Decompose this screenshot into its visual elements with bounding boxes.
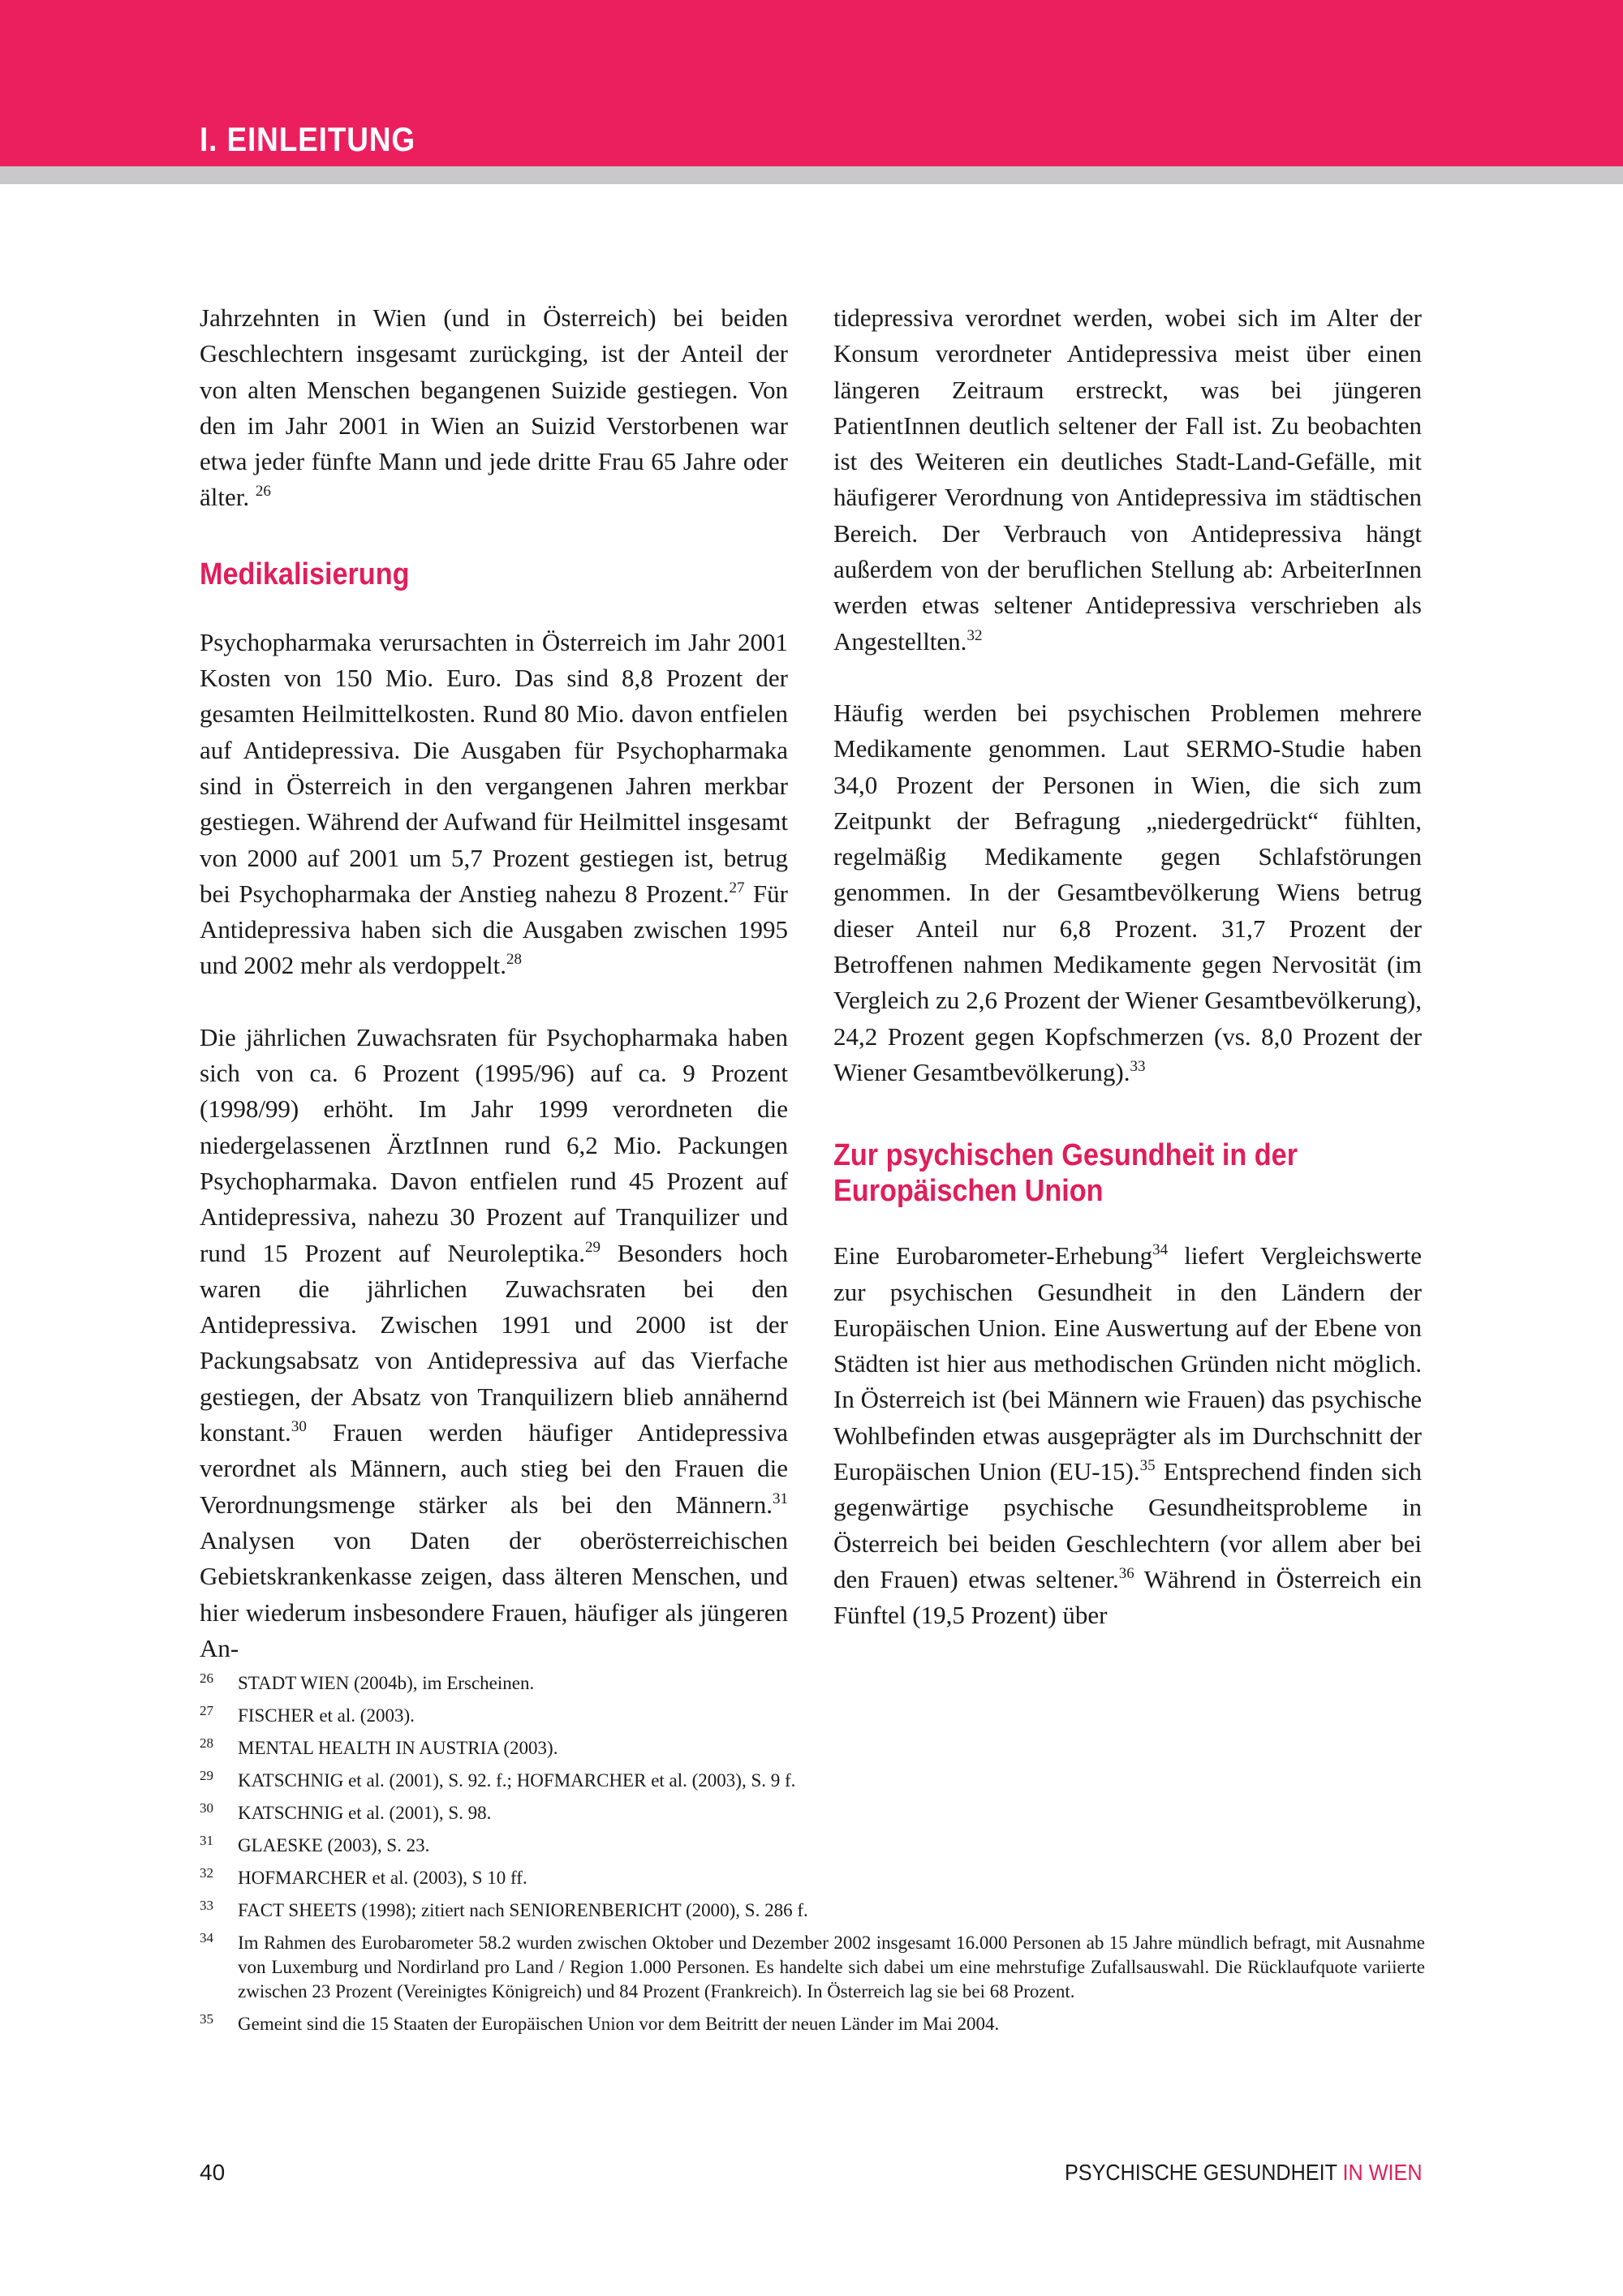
section-heading: Zur psychischen Gesundheit in der Europäischen Union bbox=[833, 1138, 1298, 1209]
right-column bbox=[833, 300, 1422, 1634]
paragraph: Jahrzehnten in Wien (und in Österreich) bei beiden Geschlechtern insgesamt zurückging, ist der Anteil der von alten Menschen begangenen Suizide gestiegen. Von den im Jahr 2001 in Wien an Suizid Verstorbenen war etwa jeder fünfte Mann und jede dritte Frau 65 Jahre oder älter. $^{26}$ bbox=[200, 303, 788, 512]
footnote: 32 HOFMARCHER et al. (2003), S 10 ff. bbox=[200, 1865, 527, 1888]
running-footer bbox=[1065, 2160, 1423, 2186]
paragraph: Psychopharmaka verursachten in Österreich im Jahr 2001 Kosten von 150 Mio. Euro. Das sind 8,8 Prozent der gesamten Heilmittelkosten. Rund 80 Mio. davon entfielen auf Antidepressiva. Die Ausgaben für Psychopharmaka sind in Österreich in den vergangenen Jahren merkbar gestiegen. Während der Aufwand für Heilmittel insgesamt von 2000 auf 2001 um 5,7 Prozent gestiegen ist, betrug bei Psychopharmaka der Anstieg nahezu 8 Prozent.$^{27}$ Für Antidepressiva haben sich die Ausgaben zwischen 1995 und 2002 mehr als verdoppelt.$^{28}$ bbox=[200, 627, 788, 980]
footnote-ref[interactable]: 27 bbox=[729, 879, 745, 896]
footnote-ref[interactable]: 30 bbox=[291, 1418, 307, 1436]
section-heading: Medikalisierung bbox=[200, 557, 410, 591]
footnote-ref[interactable]: 36 bbox=[1118, 1564, 1134, 1582]
paragraph: Eine Eurobarometer-Erhebung$^{34}$ liefert Vergleichswerte zur psychischen Gesundheit in den Ländern der Europäischen Union. Eine Auswertung auf der Ebene von Städten ist hier aus methodischen Gründen nicht möglich. In Österreich ist (bei Männern wie Frauen) das psychische Wohlbefinden etwas ausgeprägter als im Durchschnitt der Europäischen Union (EU-15).$^{35}$ Entsprechend finden sich gegenwärtige psychische Gesundheitsprobleme in Österreich bei beiden Geschlechtern (vor allem aber bei den Frauen) etwas seltener.$^{36}$ Während in Österreich ein Fünftel (19,5 Prozent) über bbox=[833, 1241, 1422, 1630]
footnote-ref[interactable]: 28 bbox=[506, 951, 522, 969]
footnote-ref[interactable]: 29 bbox=[584, 1238, 601, 1256]
header-stripe bbox=[0, 166, 1623, 184]
paragraph: Die jährlichen Zuwachsraten für Psychopharmaka haben sich von ca. 6 Prozent (1995/96) auf ca. 9 Prozent (1998/99) erhöht. Im Jahr 1999 verordneten die niedergelassenen ÄrztInnen rund 6,2 Mio. Packungen Psychopharmaka. Davon entfielen rund 45 Prozent auf Antidepressiva, nahezu 30 Prozent auf Tranquilizer und rund 15 Prozent auf Neuroleptika.$^{29}$ Besonders hoch waren die jährlichen Zuwachsraten bei den Antidepressiva. Zwischen 1991 und 2000 ist der Packungsabsatz von Antidepressiva auf das Vierfache gestiegen, der Absatz von Tranquilizern blieb annähernd konstant.$^{30}$ Frauen werden häufiger Antidepressiva verordnet als Männern, auch stieg bei den Frauen die Verordnungsmenge stärker als bei den Männern.$^{31}$ Analysen von Daten der oberösterreichischen Gebietskrankenkasse zeigen, dass älteren Menschen, und hier wiederum insbesondere Frauen, häufiger als jüngeren An- bbox=[200, 1022, 788, 1662]
footnote-ref[interactable]: 33 bbox=[1130, 1057, 1146, 1075]
footnote-ref[interactable]: 34 bbox=[1152, 1241, 1169, 1259]
footnote: 26 STADT WIEN (2004b), im Erscheinen. bbox=[200, 1670, 535, 1693]
footnote: 33 FACT SHEETS (1998); zitiert nach SENIORENBERICHT (2000), S. 286 f. bbox=[200, 1898, 808, 1920]
footnote: 30 KATSCHNIG et al. (2001), S. 98. bbox=[200, 1800, 492, 1823]
left-column bbox=[200, 300, 788, 1666]
footnotes bbox=[200, 1671, 1425, 2044]
footnote-ref[interactable]: 35 bbox=[1139, 1457, 1156, 1475]
paragraph: Häufig werden bei psychischen Problemen mehrere Medikamente genommen. Laut SERMO-Studie haben 34,0 Prozent der Personen in Wien, die sich zum Zeitpunkt der Befragung „niedergedrückt“ fühlten, regelmäßig Medikamente gegen Schlafstörungen genommen. In der Gesamtbevölkerung Wiens betrug dieser Anteil nur 6,8 Prozent. 31,7 Prozent der Betroffenen nahmen Medikamente gegen Nervosität (im Vergleich zu 2,6 Prozent der Wiener Gesamtbevölkerung), 24,2 Prozent gegen Kopfschmerzen (vs. 8,0 Prozent der Wiener Gesamtbevölkerung).$^{33}$ bbox=[833, 698, 1422, 1086]
footnote: 29 KATSCHNIG et al. (2001), S. 92. f.; HOFMARCHER et al. (2003), S. 9 f. bbox=[200, 1768, 796, 1791]
footnote: 28 MENTAL HEALTH IN AUSTRIA (2003). bbox=[200, 1735, 558, 1758]
footnote-ref[interactable]: 32 bbox=[966, 626, 983, 644]
running-title-main: PSYCHISCHE GESUNDHEIT bbox=[1065, 2160, 1337, 2185]
footnote: 34 Im Rahmen des Eurobarometer 58.2 wurden zwischen Oktober und Dezember 2002 insgesamt 16.000 Personen ab 15 Jahre mündlich befragt, mit Ausnahme von Luxemburg und Nordirland pro Land / Region 1.000 Personen. Es handelte sich dabei um eine mehrstufige Zufallsauswahl. Die Rücklaufquote variierte zwischen 23 Prozent (Vereinigtes Königreich) und 84 Prozent (Frankreich). In Österreich lag sie bei 68 Prozent. bbox=[200, 1930, 1425, 2001]
running-title-accent: IN WIEN bbox=[1342, 2160, 1423, 2185]
footnote: 35 Gemeint sind die 15 Staaten der Europäischen Union vor dem Beitritt der neuen Länder im Mai 2004. bbox=[200, 2011, 1000, 2034]
footnote-ref[interactable]: 26 bbox=[255, 483, 271, 501]
footnote: 31 GLAESKE (2003), S. 23. bbox=[200, 1833, 430, 1855]
chapter-title: I. EINLEITUNG bbox=[200, 120, 416, 158]
footnote: 27 FISCHER et al. (2003). bbox=[200, 1703, 415, 1726]
page-number: 40 bbox=[200, 2160, 226, 2185]
footnote-ref[interactable]: 31 bbox=[773, 1490, 788, 1507]
paragraph: tidepressiva verordnet werden, wobei sich im Alter der Konsum verordneter Antidepressiva meist über einen längeren Zeitraum erstreckt, was bei jüngeren PatientInnen deutlich seltener der Fall ist. Zu beobachten ist des Weiteren ein deutliches Stadt-Land-Gefälle, mit häufigerer Verordnung von Antidepressiva im städtischen Bereich. Der Verbrauch von Antidepressiva hängt außerdem von der beruflichen Stellung ab: ArbeiterInnen werden etwas seltener Antidepressiva verschrieben als Angestellten.$^{32}$ bbox=[833, 303, 1422, 656]
